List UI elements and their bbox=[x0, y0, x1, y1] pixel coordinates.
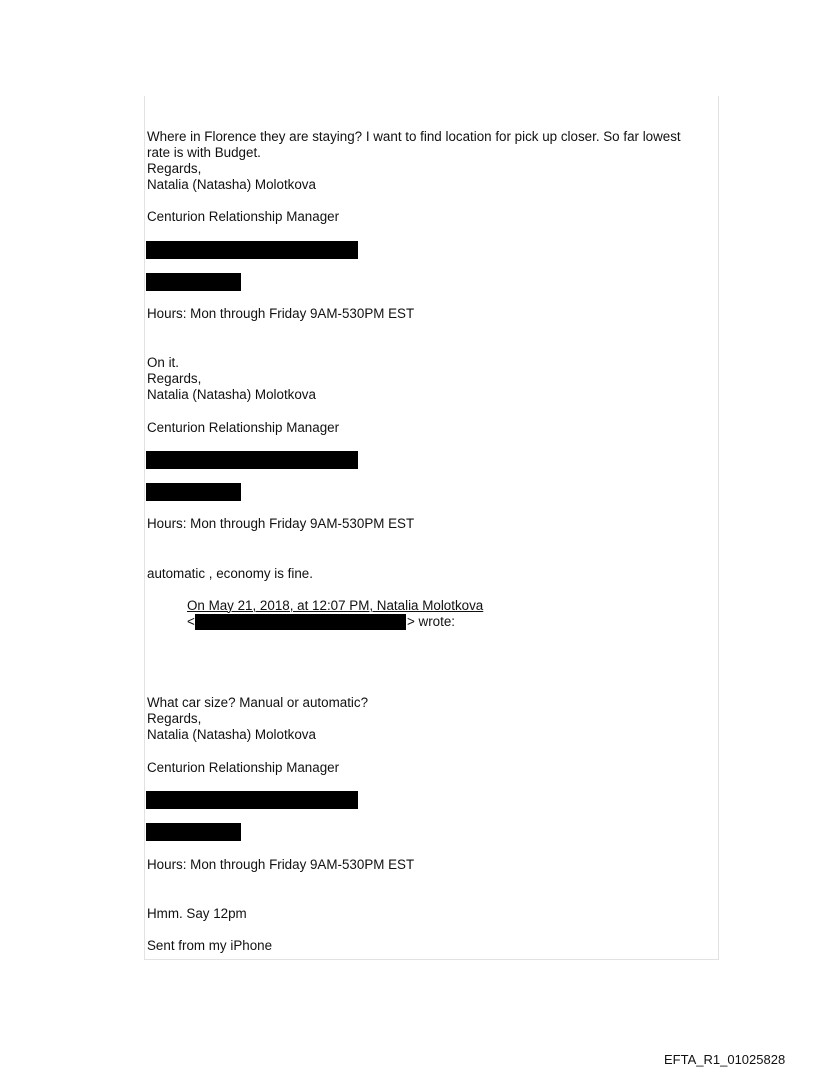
sender-name: Natalia (Natasha) Molotkova bbox=[147, 177, 316, 192]
message-text: What car size? Manual or automatic? bbox=[147, 695, 369, 710]
redaction-block bbox=[146, 483, 241, 501]
quote-open-bracket: < bbox=[187, 614, 195, 629]
regards-text: Regards, bbox=[147, 711, 202, 726]
message-text: rate is with Budget. bbox=[147, 145, 261, 160]
quote-wrote: > wrote: bbox=[407, 614, 456, 629]
document-id: EFTA_R1_01025828 bbox=[664, 1052, 786, 1067]
redaction-block bbox=[146, 823, 241, 841]
redaction-block bbox=[146, 273, 241, 291]
quote-header: On May 21, 2018, at 12:07 PM, Natalia Molotkova bbox=[187, 598, 484, 613]
sender-title: Centurion Relationship Manager bbox=[147, 760, 340, 775]
redaction-block bbox=[146, 791, 358, 809]
sender-title: Centurion Relationship Manager bbox=[147, 420, 340, 435]
regards-text: Regards, bbox=[147, 371, 202, 386]
office-hours: Hours: Mon through Friday 9AM-530PM EST bbox=[147, 306, 415, 321]
redaction-block bbox=[195, 614, 406, 630]
redaction-block bbox=[146, 451, 358, 469]
message-text: On it. bbox=[147, 355, 179, 370]
sender-title: Centurion Relationship Manager bbox=[147, 209, 340, 224]
office-hours: Hours: Mon through Friday 9AM-530PM EST bbox=[147, 516, 415, 531]
redaction-block bbox=[146, 241, 358, 259]
regards-text: Regards, bbox=[147, 161, 202, 176]
sender-name: Natalia (Natasha) Molotkova bbox=[147, 727, 316, 742]
office-hours: Hours: Mon through Friday 9AM-530PM EST bbox=[147, 857, 415, 872]
message-text: Hmm. Say 12pm bbox=[147, 906, 247, 921]
message-text: automatic , economy is fine. bbox=[147, 566, 313, 581]
email-signature: Sent from my iPhone bbox=[147, 938, 273, 953]
message-text: Where in Florence they are staying? I want to find location for pick up closer. So far lowest bbox=[147, 129, 681, 144]
sender-name: Natalia (Natasha) Molotkova bbox=[147, 387, 316, 402]
